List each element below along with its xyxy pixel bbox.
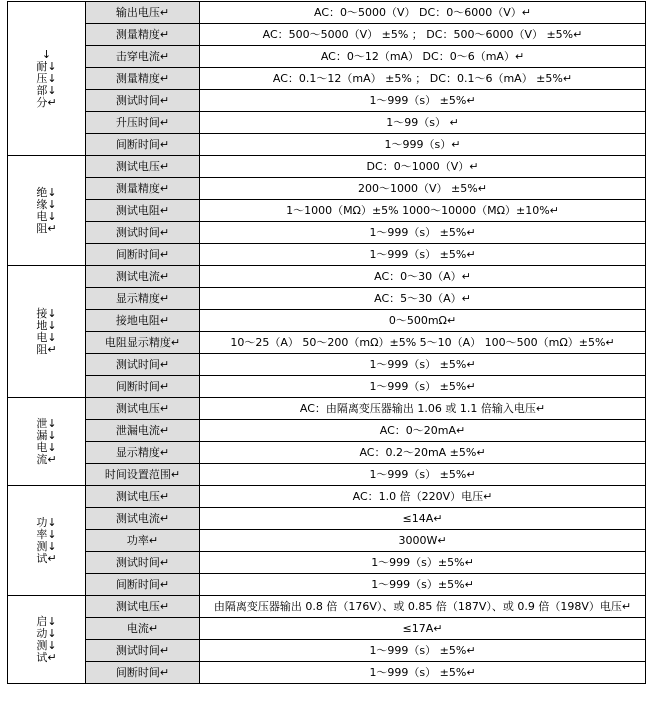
table-row	[8, 332, 646, 354]
parameter-name: 测试电压↵	[86, 486, 200, 508]
section-group-label	[8, 156, 86, 266]
parameter-name: 输出电压↵	[86, 2, 200, 24]
parameter-value: 3000W↵	[200, 530, 646, 552]
section-group-char: ↓	[41, 47, 52, 61]
parameter-value: 1～999（s） ±5%↵	[200, 354, 646, 376]
parameter-name: 测试电流↵	[86, 508, 200, 530]
section-group-char: 功↓	[36, 515, 57, 529]
parameter-value: AC：0.1～12（mA） ±5% ； DC：0.1～6（mA） ±5%↵	[200, 68, 646, 90]
parameter-value: AC：5～30（A）↵	[200, 288, 646, 310]
parameter-value: 1～999（s） ±5%↵	[200, 640, 646, 662]
table-row	[8, 68, 646, 90]
parameter-name: 测量精度↵	[86, 68, 200, 90]
spec-table	[7, 1, 646, 684]
section-group-char: 阻↵	[36, 221, 57, 235]
parameter-name: 间断时间↵	[86, 574, 200, 596]
parameter-name: 显示精度↵	[86, 442, 200, 464]
table-row	[8, 90, 646, 112]
section-group-char: 测↓	[36, 539, 57, 553]
parameter-value: 1～999（s） ±5%↵	[200, 90, 646, 112]
table-row	[8, 200, 646, 222]
table-row	[8, 24, 646, 46]
table-row	[8, 46, 646, 68]
parameter-name: 泄漏电流↵	[86, 420, 200, 442]
parameter-name: 电流↵	[86, 618, 200, 640]
parameter-name: 测试时间↵	[86, 222, 200, 244]
parameter-name: 测试电压↵	[86, 398, 200, 420]
parameter-name: 测试电阻↵	[86, 200, 200, 222]
parameter-value: 10～25（A） 50～200（mΩ）±5% 5～10（A） 100～500（mΩ）±5%↵	[200, 332, 646, 354]
parameter-name: 测试时间↵	[86, 552, 200, 574]
section-group-char: 电↓	[36, 209, 57, 223]
section-group-char: 耐↓	[36, 59, 57, 73]
parameter-value: 由隔离变压器输出 0.8 倍（176V）、或 0.85 倍（187V）、或 0.9 倍（198V）电压↵	[200, 596, 646, 618]
parameter-name: 测量精度↵	[86, 24, 200, 46]
section-group-char: 压↓	[36, 71, 57, 85]
section-group-char: 部↓	[36, 83, 57, 97]
section-group-char: 绝↓	[36, 185, 57, 199]
section-group-label	[8, 2, 86, 156]
table-row	[8, 442, 646, 464]
parameter-value: AC：1.0 倍（220V）电压↵	[200, 486, 646, 508]
parameter-name: 测试电压↵	[86, 596, 200, 618]
parameter-value: 1～999（s） ±5%↵	[200, 662, 646, 684]
parameter-name: 测试电流↵	[86, 266, 200, 288]
section-group-char: 测↓	[36, 638, 57, 652]
section-group-char: 启↓	[36, 614, 57, 628]
parameter-name: 间断时间↵	[86, 376, 200, 398]
parameter-value: 1～999（s） ±5%↵	[200, 464, 646, 486]
section-group-char: 漏↓	[36, 428, 57, 442]
parameter-name: 升压时间↵	[86, 112, 200, 134]
parameter-name: 间断时间↵	[86, 244, 200, 266]
parameter-name: 接地电阻↵	[86, 310, 200, 332]
parameter-value: 1～999（s）±5%↵	[200, 552, 646, 574]
parameter-value: AC：0～5000（V） DC：0～6000（V）↵	[200, 2, 646, 24]
parameter-value: AC：0～20mA↵	[200, 420, 646, 442]
parameter-name: 功率↵	[86, 530, 200, 552]
parameter-value: 1～999（s）↵	[200, 134, 646, 156]
table-row	[8, 288, 646, 310]
section-group-char: 电↓	[36, 330, 57, 344]
table-row	[8, 596, 646, 618]
parameter-value: ≤14A↵	[200, 508, 646, 530]
table-row	[8, 574, 646, 596]
section-group-char: 地↓	[36, 318, 57, 332]
section-group-label	[8, 398, 86, 486]
table-row	[8, 376, 646, 398]
section-group-char: 试↵	[36, 551, 57, 565]
table-row	[8, 156, 646, 178]
table-row	[8, 354, 646, 376]
table-row	[8, 222, 646, 244]
parameter-value: AC：500～5000（V） ±5% ； DC：500～6000（V） ±5%↵	[200, 24, 646, 46]
parameter-name: 电阻显示精度↵	[86, 332, 200, 354]
table-row	[8, 266, 646, 288]
section-group-char: 率↓	[36, 527, 57, 541]
parameter-name: 击穿电流↵	[86, 46, 200, 68]
parameter-name: 测试时间↵	[86, 640, 200, 662]
parameter-name: 测试电压↵	[86, 156, 200, 178]
table-row	[8, 112, 646, 134]
table-row	[8, 398, 646, 420]
section-group-label	[8, 596, 86, 684]
parameter-value: DC：0～1000（V）↵	[200, 156, 646, 178]
parameter-value: 1～1000（MΩ）±5% 1000～10000（MΩ）±10%↵	[200, 200, 646, 222]
section-group-char: 阻↵	[36, 342, 57, 356]
parameter-name: 间断时间↵	[86, 662, 200, 684]
parameter-value: 1～99（s） ↵	[200, 112, 646, 134]
parameter-value: 1～999（s）±5%↵	[200, 574, 646, 596]
table-row	[8, 178, 646, 200]
section-group-char: 分↵	[36, 95, 57, 109]
parameter-value: 1～999（s） ±5%↵	[200, 222, 646, 244]
parameter-name: 测量精度↵	[86, 178, 200, 200]
table-row	[8, 530, 646, 552]
section-group-char: 泄↓	[36, 416, 57, 430]
spec-table-body	[8, 2, 646, 684]
table-row	[8, 244, 646, 266]
parameter-name: 测试时间↵	[86, 354, 200, 376]
table-row	[8, 618, 646, 640]
section-group-char: 接↓	[36, 306, 57, 320]
parameter-name: 间断时间↵	[86, 134, 200, 156]
table-row	[8, 464, 646, 486]
table-row	[8, 310, 646, 332]
section-group-char: 电↓	[36, 440, 57, 454]
parameter-name: 时间设置范围↵	[86, 464, 200, 486]
section-group-char: 缘↓	[36, 197, 57, 211]
parameter-value: 200～1000（V） ±5%↵	[200, 178, 646, 200]
table-row	[8, 640, 646, 662]
table-row	[8, 2, 646, 24]
parameter-name: 显示精度↵	[86, 288, 200, 310]
table-row	[8, 662, 646, 684]
table-row	[8, 134, 646, 156]
parameter-value: AC：0.2～20mA ±5%↵	[200, 442, 646, 464]
section-group-label	[8, 486, 86, 596]
table-row	[8, 508, 646, 530]
parameter-value: AC：0～12（mA） DC：0～6（mA）↵	[200, 46, 646, 68]
parameter-value: AC：0～30（A）↵	[200, 266, 646, 288]
parameter-value: ≤17A↵	[200, 618, 646, 640]
section-group-char: 试↵	[36, 650, 57, 664]
section-group-label	[8, 266, 86, 398]
parameter-name: 测试时间↵	[86, 90, 200, 112]
parameter-value: AC：由隔离变压器输出 1.06 或 1.1 倍输入电压↵	[200, 398, 646, 420]
parameter-value: 0～500mΩ↵	[200, 310, 646, 332]
section-group-char: 动↓	[36, 626, 57, 640]
parameter-value: 1～999（s） ±5%↵	[200, 376, 646, 398]
parameter-value: 1～999（s） ±5%↵	[200, 244, 646, 266]
table-row	[8, 552, 646, 574]
section-group-char: 流↵	[36, 452, 57, 466]
table-row	[8, 420, 646, 442]
table-row	[8, 486, 646, 508]
